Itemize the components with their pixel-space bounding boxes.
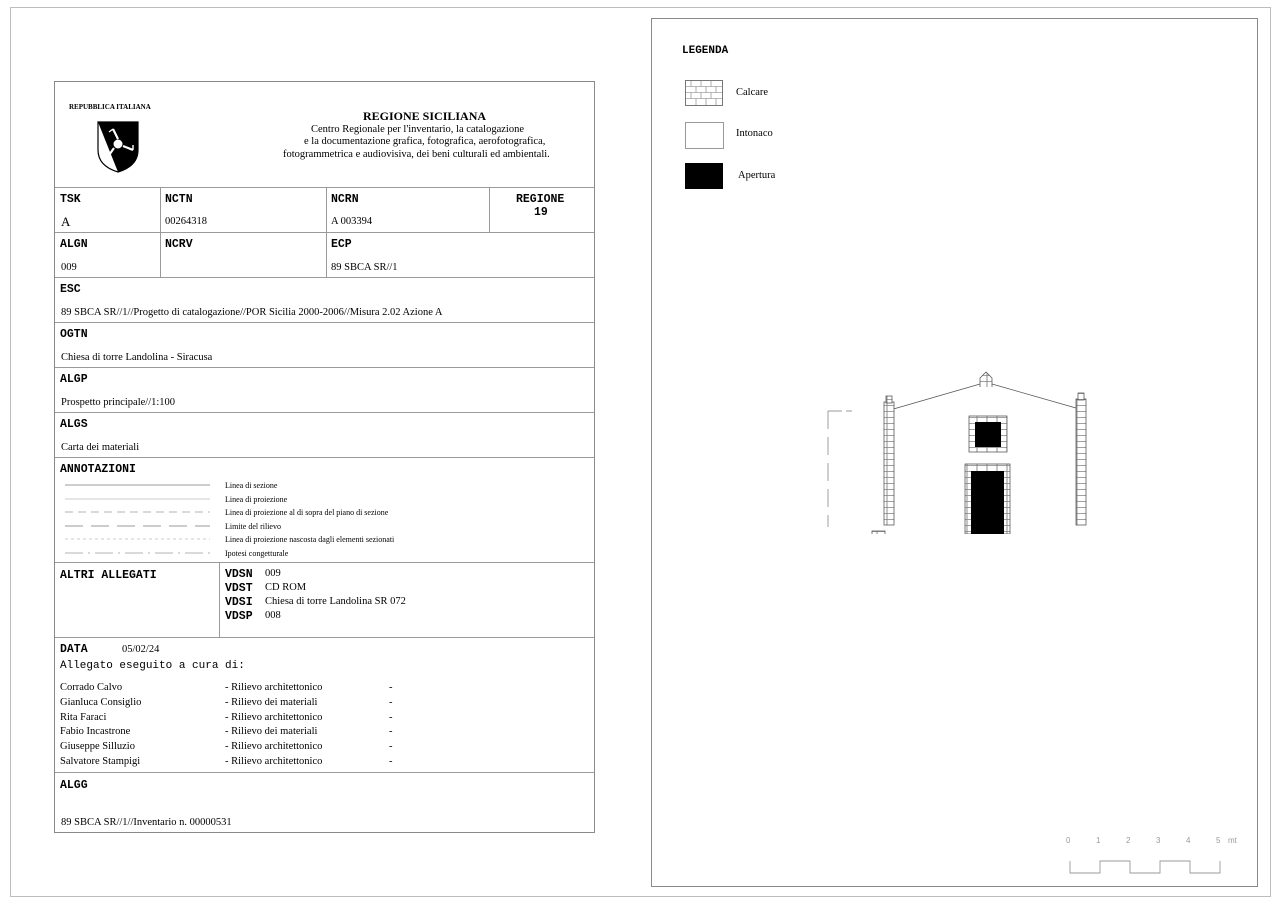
annotation-item: Linea di proiezione al di sopra del piano di sezione [225, 508, 389, 517]
blank-swatch-icon [685, 122, 724, 149]
divider [489, 187, 490, 232]
person-dash: - [389, 682, 393, 693]
vdst-key: VDST [225, 582, 253, 595]
divider [55, 637, 594, 638]
divider [55, 277, 594, 278]
person-name: Rita Faraci [60, 712, 107, 723]
divider [219, 562, 220, 637]
left-pilaster [884, 402, 894, 525]
centre-line-2: e la documentazione grafica, fotografica, aerofotografica, [304, 136, 546, 147]
ncrn-label: NCRN [331, 193, 359, 206]
solid-black-swatch-icon [685, 163, 723, 189]
algs-label: ALGS [60, 418, 88, 431]
line-types-legend [65, 480, 211, 560]
church-facade-drawing [822, 364, 1092, 534]
data-date: 05/02/24 [122, 644, 160, 655]
person-dash: - [389, 756, 393, 767]
altri-allegati-label: ALTRI ALLEGATI [60, 569, 157, 582]
ogtn-label: OGTN [60, 328, 88, 341]
survey-limit-outline [828, 411, 852, 527]
esc-label: ESC [60, 283, 81, 296]
person-role: - Rilievo architettonico [225, 682, 323, 693]
divider [160, 187, 161, 277]
annotation-item: Linea di sezione [225, 481, 278, 490]
door-opening [971, 471, 1004, 534]
ecp-value: 89 SBCA SR//1 [331, 262, 398, 273]
divider [55, 412, 594, 413]
algp-value: Prospetto principale//1:100 [61, 397, 176, 408]
algs-value: Carta dei materiali [61, 442, 140, 453]
legend-item-intonaco: Intonaco [736, 128, 773, 139]
scale-tick: 5 [1216, 836, 1221, 845]
algp-label: ALGP [60, 373, 88, 386]
centre-line-3: fotogrammetrica e audiovisiva, dei beni culturali ed ambientali. [283, 149, 550, 160]
regione-label: REGIONE [516, 193, 565, 206]
person-name: Salvatore Stampigi [60, 756, 141, 767]
algn-label: ALGN [60, 238, 88, 251]
person-role: - Rilievo dei materiali [225, 697, 318, 708]
vdsp-key: VDSP [225, 610, 253, 623]
person-dash: - [389, 712, 393, 723]
legend-item-calcare: Calcare [736, 87, 769, 98]
sicily-emblem-icon [95, 120, 141, 174]
tsk-label: TSK [60, 193, 81, 206]
person-role: - Rilievo dei materiali [225, 726, 318, 737]
person-dash: - [389, 697, 393, 708]
scale-tick: 3 [1156, 836, 1161, 845]
tsk-value: A [61, 214, 71, 229]
annotation-item: Limite del rilievo [225, 522, 281, 531]
ecp-label: ECP [331, 238, 352, 251]
annotation-item: Linea di proiezione [225, 495, 288, 504]
scale-tick: 1 [1096, 836, 1101, 845]
person-name: Giuseppe Silluzio [60, 741, 135, 752]
brick-hatch-swatch-icon [685, 80, 723, 106]
divider [326, 187, 327, 277]
nctn-value: 00264318 [165, 216, 207, 227]
algn-value: 009 [61, 262, 77, 273]
centre-line-1: Centro Regionale per l'inventario, la catalogazione [311, 124, 524, 135]
ncrv-label: NCRV [165, 238, 193, 251]
algg-label: ALGG [60, 779, 88, 792]
divider [55, 367, 594, 368]
right-pilaster [1076, 399, 1086, 525]
vdsn-key: VDSN [225, 568, 253, 581]
scale-tick: 4 [1186, 836, 1191, 845]
divider [55, 232, 594, 233]
divider [55, 187, 594, 188]
person-name: Gianluca Consiglio [60, 697, 142, 708]
person-role: - Rilievo architettonico [225, 741, 323, 752]
scale-tick: 0 [1066, 836, 1071, 845]
drawing-panel [651, 18, 1258, 887]
nctn-label: NCTN [165, 193, 193, 206]
catalogue-card [54, 81, 595, 833]
person-role: - Rilievo architettonico [225, 756, 323, 767]
window-opening [975, 422, 1001, 447]
person-dash: - [389, 726, 393, 737]
annotation-item: Linea di proiezione nascosta dagli elementi sezionati [225, 535, 395, 544]
legend-title: LEGENDA [682, 45, 729, 57]
person-role: - Rilievo architettonico [225, 712, 323, 723]
divider [55, 562, 594, 563]
vdsp-value: 008 [265, 610, 281, 621]
scale-tick: 2 [1126, 836, 1131, 845]
vdsi-value: Chiesa di torre Landolina SR 072 [265, 596, 406, 607]
vdsi-key: VDSI [225, 596, 253, 609]
ogtn-value: Chiesa di torre Landolina - Siracusa [61, 352, 213, 363]
scale-bar [1068, 839, 1258, 879]
person-name: Fabio Incastrone [60, 726, 131, 737]
legend-item-apertura: Apertura [738, 170, 776, 181]
person-name: Corrado Calvo [60, 682, 123, 693]
republic-label: REPUBBLICA ITALIANA [69, 103, 151, 111]
annotazioni-label: ANNOTAZIONI [60, 463, 136, 476]
esc-value: 89 SBCA SR//1//Progetto di catalogazione//POR Sicilia 2000-2006//Misura 2.02 Azione A [61, 307, 443, 318]
vdsn-value: 009 [265, 568, 281, 579]
algg-value: 89 SBCA SR//1//Inventario n. 00000531 [61, 817, 232, 828]
divider [55, 772, 594, 773]
person-dash: - [389, 741, 393, 752]
curated-by-label: Allegato eseguito a cura di: [60, 660, 245, 672]
ncrn-value: A 003394 [331, 216, 373, 227]
regione-value: 19 [534, 206, 548, 219]
data-label: DATA [60, 643, 88, 656]
vdst-value: CD ROM [265, 582, 307, 593]
scale-unit: mt [1228, 836, 1237, 845]
region-title: REGIONE SICILIANA [363, 109, 487, 123]
divider [55, 322, 594, 323]
annotation-item: Ipotesi congetturale [225, 549, 289, 558]
divider [55, 457, 594, 458]
